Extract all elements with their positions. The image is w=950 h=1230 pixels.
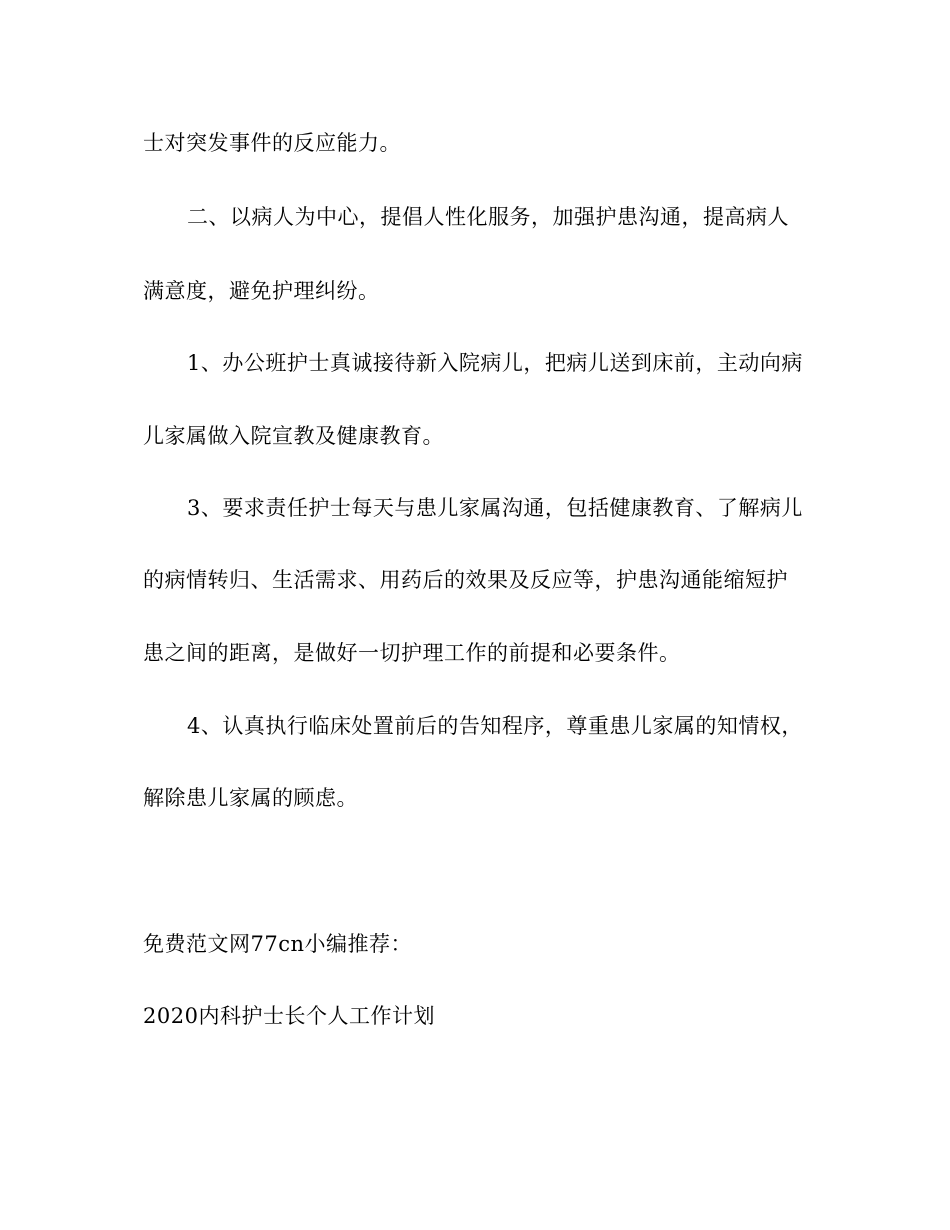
- paragraph-line: 儿家属做入院宣教及健康教育。: [143, 424, 444, 448]
- paragraph-line: 1、办公班护士真诚接待新入院病儿，把病儿送到床前，主动向病: [187, 351, 803, 375]
- recommend-label: 免费范文网77cn小编推荐：: [143, 932, 413, 956]
- paragraph-line: 二、以病人为中心，提倡人性化服务，加强护患沟通，提高病人: [187, 205, 789, 229]
- paragraph-line: 的病情转归、生活需求、用药后的效果及反应等，护患沟通能缩短护: [143, 568, 788, 592]
- paragraph-line: 4、认真执行临床处置前后的告知程序，尊重患儿家属的知情权，: [187, 714, 803, 738]
- paragraph-line: 3、要求责任护士每天与患儿家属沟通，包括健康教育、了解病儿: [187, 496, 803, 520]
- paragraph-line: 解除患儿家属的顾虑。: [143, 786, 358, 810]
- paragraph-line: 满意度，避免护理纠纷。: [143, 279, 380, 303]
- paragraph-line: 患之间的距离，是做好一切护理工作的前提和必要条件。: [143, 641, 681, 665]
- paragraph-line: 士对突发事件的反应能力。: [143, 131, 401, 155]
- recommend-link[interactable]: 2020内科护士长个人工作计划: [143, 1004, 435, 1028]
